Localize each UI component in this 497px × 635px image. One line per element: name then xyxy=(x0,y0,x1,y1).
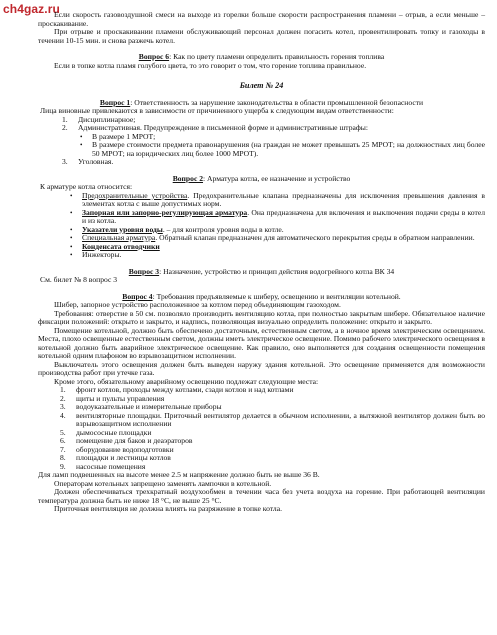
question-text: : Ответственность за нарушение законодательства в области промышленной безопасности xyxy=(130,97,424,107)
list-item: 2. Административная. Предупреждение в письменной форме и административные штрафы: xyxy=(62,123,368,132)
body-paragraph: Требования: отверстие в 50 см. позволяло производить вентиляцию котла, при полностью закрытым шибере. Обязательное наличие фиксации положений: открыто и закрыто, и надпись, позволяющая визуально определить положение: открыто и закрыто. xyxy=(38,308,485,326)
body-paragraph: Шибер, запорное устройство расположенное за котлом перед объединяющим газоходом. xyxy=(54,300,341,309)
list-item: 8. площадки и лестницы котлов xyxy=(60,453,171,462)
list-item: • Запорная или запорно-регулирующая арматура. Она предназначена для включения и выключения подачи среды в котел и из котла. xyxy=(70,207,485,225)
list-item: 1. Дисциплинарное; xyxy=(62,114,136,124)
body-paragraph: Операторам котельных запрещено заменять лампочки в котельной. xyxy=(54,478,272,488)
question-text: : Назначение, устройство и принцип действия водогрейного котла ВК 34 xyxy=(159,266,395,276)
site-logo[interactable]: ch4gaz.ru xyxy=(3,2,60,16)
question-label: Вопрос 6 xyxy=(138,52,170,61)
body-paragraph: Выключатель этого освещения должен быть выведен наружу здания котельной. Это освещение применяется для возможности производства работ при утечке газа. xyxy=(38,359,485,377)
question-text: : Как по цвету пламени определить правильность горения топлива xyxy=(169,52,385,61)
list-item: • В размере 1 МРОТ; xyxy=(80,131,156,141)
list-item: • Предохранительные устройства. Предохранительные клапана предназначены для исключения превышения давления в элементах котла с выше допустимых норм. xyxy=(70,190,485,208)
emergency-light-list xyxy=(60,386,485,471)
liability-list-end xyxy=(62,158,485,167)
list-item: • В размере стоимости предмета правонарушения (на граждан не может превышать 25 МРОТ; на должностных лиц более 50 МРОТ; на юридических лиц более 1000 МРОТ). xyxy=(80,140,485,158)
lead-text: Лица виновные привлекаются в зависимости от причиненного ущерба к следующим видам ответственности: xyxy=(40,106,394,115)
body-paragraph: Для ламп подвешенных на высоте менее 2.5 м напряжение должно быть не выше 36 В. xyxy=(38,470,320,479)
liability-list xyxy=(62,116,485,133)
reference-text: См. билет № 8 вопрос 3 xyxy=(40,275,118,284)
list-item: 1. фронт котлов, проходы между котлами, сзади котлов и над котлами xyxy=(60,385,294,394)
intro-paragraph: Если скорость газовоздушной смеси на выходе из горелки больше скорости распространения пламени – отрыв, а если меньше – проскакивание. xyxy=(38,10,485,28)
list-item: 2. щиты и пульты управления xyxy=(60,393,165,403)
list-item: 4. вентиляторные площадки. Приточный вентилятор делается в обычном исполнении, а вытяжной вентилятор должен быть во взрывозащитном исполнении xyxy=(60,410,485,428)
answer-text: Если в топке котла пламя голубого цвета, то это говорит о том, что горение топлива правильное. xyxy=(54,60,367,70)
list-item: • Специальная арматура. Обратный клапан предназначен для автоматического перекрытия среды в обратном направлении. xyxy=(70,233,475,242)
body-paragraph: Приточная вентиляция не должна влиять на разряжение в топке котла. xyxy=(54,504,282,513)
list-item: 9. насосные помещения xyxy=(60,461,146,471)
body-paragraph: Должен обеспечиваться трехкратный воздухообмен в течении часа без учета воздуха на горение. При работающей вентиляции температура должна быть не ниже 18 °С, не выше 25 °С. xyxy=(38,487,485,505)
list-item: 5. дымососные площадки xyxy=(60,427,152,437)
intro-paragraph: При отрыве и проскакивании пламени обслуживающий персонал должен погасить котел, провентилировать топку и газоходы в течении 10-15 мин. и снова разжечь котел. xyxy=(38,27,485,45)
list-item: 3. водоуказательные и измерительные приборы xyxy=(60,402,222,411)
lead-text: К арматуре котла относится: xyxy=(40,182,133,191)
fittings-list xyxy=(68,192,485,260)
fines-list xyxy=(78,133,485,159)
question-label: Вопрос 2 xyxy=(172,173,204,183)
question-text: : Требования предъявляемые к шиберу, освещению и вентиляции котельной. xyxy=(152,291,401,301)
question-text: : Арматура котла, ее назначение и устройство xyxy=(203,173,351,183)
list-item: 7. оборудование водоподготовки xyxy=(60,444,174,454)
body-paragraph: Помещение котельной, должно быть обеспечено достаточным, естественным светом, а в ночное время электрическим освещением. Места, плохо освещенные естественным светом, должны иметь электрическое освещение. Помимо рабочего электрического освещения в котельной должно быть аварийное электрическое освещение. Как правило, оно выполняется для создания освещенности помещения котельной одним плафоном во взрывозащитном исполнении. xyxy=(38,325,485,360)
question-label: Вопрос 4 xyxy=(122,291,153,301)
list-item: • Конденсата отводчики xyxy=(70,241,160,251)
question-label: Вопрос 3 xyxy=(128,266,160,276)
body-paragraph: Кроме этого, обязательному аварийному освещению подлежат следующие места: xyxy=(54,376,319,386)
question-label: Вопрос 1 xyxy=(99,97,131,107)
document-page xyxy=(38,11,485,514)
ticket-title: Билет № 24 xyxy=(239,81,284,90)
list-item: • Указатели уровня воды. – для контроля уровня воды в котле. xyxy=(70,224,284,234)
list-item: 6. помещение для баков и деаэраторов xyxy=(60,436,193,445)
list-item: 3. Уголовная. xyxy=(62,157,114,166)
list-item: • Инжекторы. xyxy=(70,250,122,259)
